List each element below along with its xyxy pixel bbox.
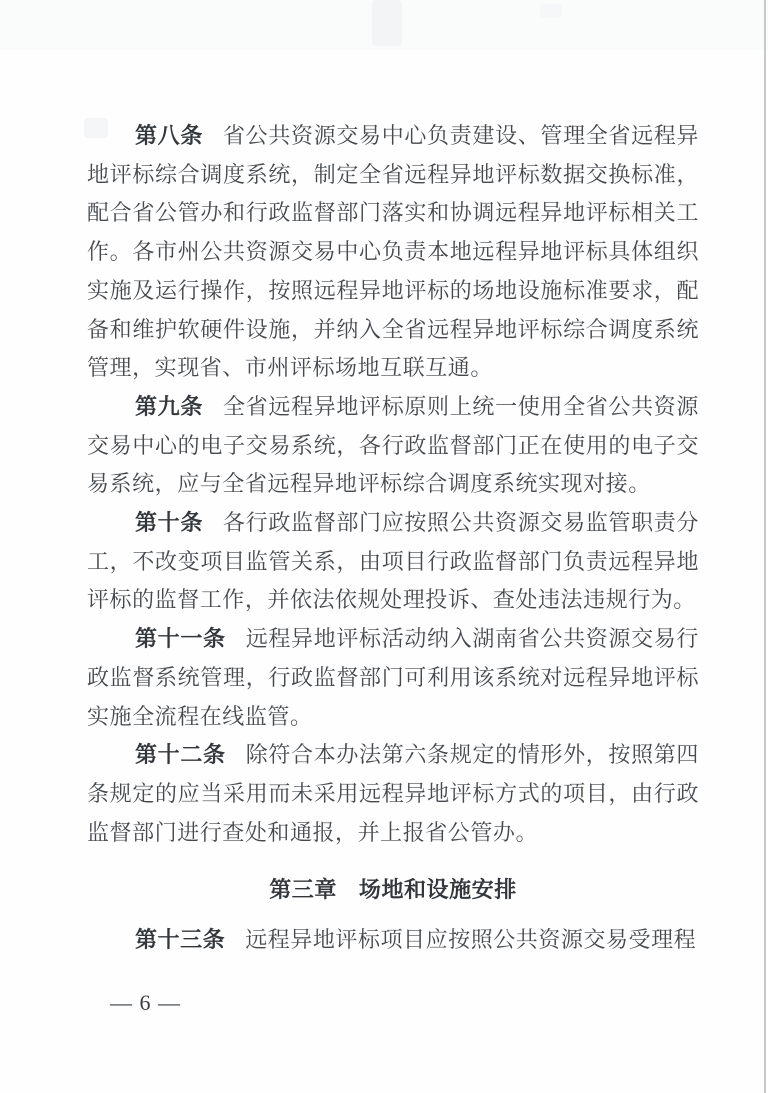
page-number: — 6 — [110,990,181,1015]
document-body [87,117,699,960]
article-number: 第十一条 [135,626,226,652]
article-text: 全省远程异地评标原则上统一使用全省公共资源交易中心的电子交易系统，各行政监督部门正在使用的电子交易系统，应与全省远程异地评标综合调度系统实现对接。 [87,393,699,497]
article-number: 第九条 [135,393,204,419]
article-number: 第十二条 [135,742,226,768]
article-paragraph-12 [87,736,699,852]
chapter-number: 第三章 [269,877,337,903]
article-number: 第十三条 [135,927,226,953]
article-paragraph-13 [87,921,699,960]
article-paragraph-9 [87,388,699,504]
article-text: 省公共资源交易中心负责建设、管理全省远程异地评标综合调度系统，制定全省远程异地评标数据交换标准，配合省公管办和行政监督部门落实和协调远程异地评标相关工作。各市州公共资源交易中心负责本地远程异地评标具体组织实施及运行操作，按照远程异地评标的场地设施标准要求，配备和维护软硬件设施，并纳入全省远程异地评标综合调度系统管理，实现省、市州评标场地互联互通。 [87,123,699,381]
article-text: 远程异地评标活动纳入湖南省公共资源交易行政监督系统管理，行政监督部门可利用该系统对远程异地评标实施全流程在线监管。 [87,626,699,729]
article-paragraph-11 [87,620,699,736]
article-text: 除符合本办法第六条规定的情形外，按照第四条规定的应当采用而未采用远程异地评标方式的项目，由行政监督部门进行查处和通报，并上报省公管办。 [87,742,699,845]
article-text: 各行政监督部门应按照公共资源交易监管职责分工，不改变项目监管关系，由项目行政监督部门负责远程异地评标的监督工作，并依法依规处理投诉、查处违法违规行为。 [87,510,699,613]
scan-smudge [372,0,402,46]
article-number: 第八条 [135,123,204,148]
scan-edge-line [764,0,766,1093]
article-paragraph-10 [87,504,699,620]
article-text: 远程异地评标项目应按照公共资源交易受理程 [245,927,697,953]
scan-smudge [540,4,562,18]
chapter-heading [87,871,699,910]
chapter-title: 场地和设施安排 [358,877,517,903]
article-number: 第十条 [135,510,204,536]
article-paragraph-8 [87,117,699,388]
